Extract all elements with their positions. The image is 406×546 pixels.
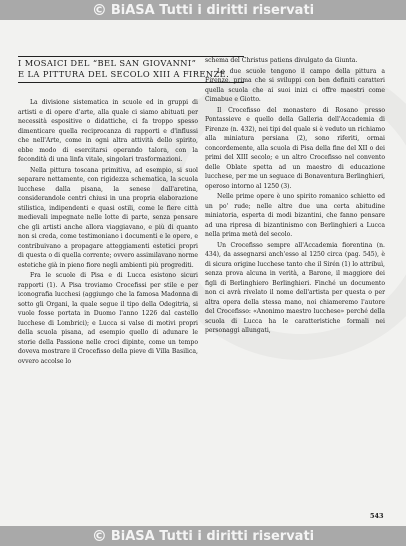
- paragraph: schema del Christus patiens divulgato da Giunta.: [205, 57, 358, 64]
- copyright-banner-bottom: [0, 526, 406, 546]
- right-text-column: [205, 56, 385, 336]
- paragraph: La divisione sistematica in scuole ed in gruppi di artisti e di opere d'arte, alla quale ci siamo abituati per necessità espositive o didattiche, ci fa troppo spesso dimenticare quella reciprocanza di rapporti e d'influssi che nell'Arte, come in ogni altra attività dello spirito, ebbe modo di esercitarsi operando talora, con la fecondità di una linfa vitale, singolari trasformazioni.: [18, 99, 198, 163]
- paragraph: Un Crocefisso sempre all'Accademia fiorentina (n. 434), da assegnarsi anch'esso al 1250 circa (pag. 545), è di sicura origine lucchese tanto che il Sirén (1) lo attribuì, senza prova alcuna in verità, a Barone, il maggiore dei figli di Berlinghiero Berlinghieri. Finché un documento non ci avrà rivelato il nome dell'artista per questa o per altra opera della stessa mano, noi chiameremo l'autore del Crocefisso: «Anonimo maestro lucchese» perché della scuola di Lucca ha le caratteristiche formali nei personaggi allungati,: [205, 241, 385, 334]
- paragraph: Il Crocefisso del monastero di Rosano presso Pontassieve e quello della Galleria dell'Accademia di Firenze (n. 432), nei tipi del quale si è veduto un richiamo alla miniatura persiana (2), sono riferiti, ormai concordemente, alla scuola di Pisa della fine del XII o dei primi del XIII secolo; e un altro Crocefisso nel convento delle Oblate spetta ad un maestro di educazione lucchese, per me un seguace di Bonaventura Berlinghieri, operoso intorno al 1250 (3).: [205, 106, 385, 190]
- biasa-logo-icon: ©: [91, 527, 107, 545]
- copyright-banner-top: [0, 0, 406, 20]
- copyright-text-top: BiASA Tutti i diritti riservati: [110, 2, 315, 18]
- paragraph: Nella pittura toscana primitiva, ad esempio, si suol separare nettamente, con rigidezza schematica, la scuola lucchese dalla pisana, la senese dall'aretina, considerandole centri chiusi in una propria elaborazione stilistica, indipendenti e quasi ostili, come le fiere città medievali impegnate nelle lotte di parte, senza pensare che gli artisti anche allora viaggiavano, e più di quanto non si creda, come testimoniano i documenti e le opere, e contribuivano a propagare atteggiamenti estetici propri di questa o di quella corrente; ovvero assimilavano norme estetiche già in pieno fiore negli ambienti più progrediti.: [18, 166, 198, 269]
- paragraph: Le due scuole tengono il campo della pittura a Firenze, prima che si sviluppi con ben definiti caratteri quella scuola che ai suoi inizi ci offre maestri come Cimabue e Giotto.: [205, 67, 385, 103]
- article-title-line-2: E LA PITTURA DEL SECOLO XIII A FIRENZE.: [18, 69, 230, 79]
- paragraph: Nelle prime opere è uno spirito romanico schietto ed un po' rude; nelle altre due una certa abitudine miniatoria, esperta di modi bizantini, che fanno pensare ad una ripresa di bizantinismo con Berlinghieri a Lucca nella prima metà del secolo.: [205, 193, 385, 238]
- article-title-line-1: I MOSAICI DEL “BEL SAN GIOVANNI”: [18, 58, 197, 68]
- paragraph: Fra le scuole di Pisa e di Lucca esistono sicuri rapporti (1). A Pisa troviamo Crocefissi per stile e per iconografia lucchesi (aggiungo che la famosa Madonna di sotto gli Organi, la quale segue il tipo della Odegitria, si vuole fosse portata in Duomo l'anno 1226 dal castello lucchese di Lombrici); e Lucca si valse di motivi propri della scuola pisana, ad esempio quello di adunare le storie della Passione nelle croci dipinte, come un tempo doveva mostrare il Crocefisso della pieve di Villa Basilica, ovvero accolse lo: [18, 272, 198, 365]
- page-number: 543: [370, 512, 384, 520]
- left-text-column: [18, 98, 198, 366]
- copyright-text-bottom: BiASA Tutti i diritti riservati: [110, 528, 315, 544]
- biasa-logo-icon: ©: [91, 1, 107, 19]
